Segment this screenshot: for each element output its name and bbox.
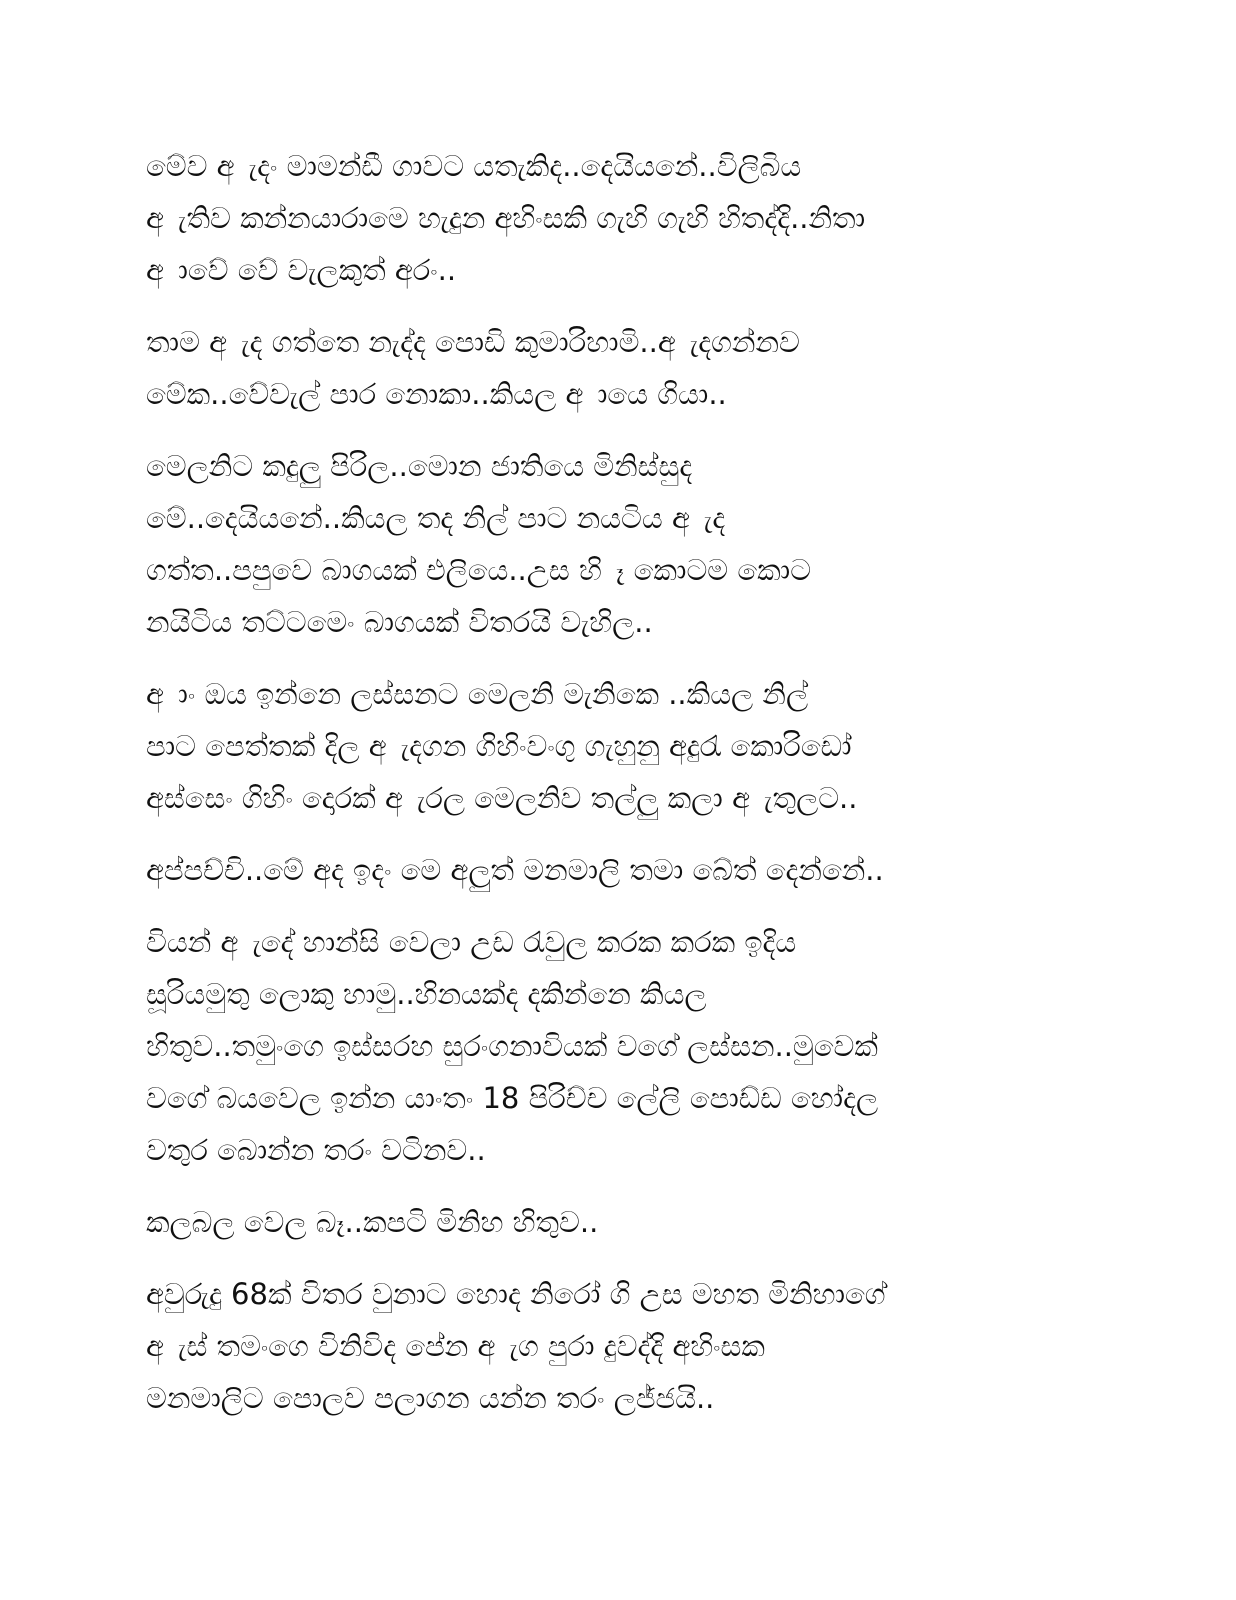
text-line: අ ැතිව කන්නයාරාමෙ හැදුන අහිංසකි ගැහි ගැහි හිතද්දි..නිතා: [146, 201, 866, 235]
paragraph-1: [146, 140, 1146, 296]
text-line: අ ැස් තමංගෙ විනිවිද පේන අ ැග පුරා දුවද්දි අහිංසක: [146, 1329, 765, 1363]
story-text: [146, 140, 1146, 1444]
text-line: මේව අ ැදං මාමන්ඩී ගාවට යතැකිද..දෙයියනේ..විලිබිය: [146, 149, 802, 183]
text-line: මේ..දෙයියනේ..කියල තද නිල් පාට නයටිය අ ැද: [146, 501, 726, 535]
text-line: මනමාලිට පොලව පලාගන යන්න තරං ලජ්ජයි..: [146, 1381, 715, 1415]
paragraph-8: [146, 1268, 1146, 1424]
text-line: අවුරුදු 68ක් විතර වුනාට හොද නිරෝ ගි උස මහත මිනිහාගේ: [146, 1277, 886, 1311]
text-line: පාට පෙත්තක් දිල අ ැදගන ගිහිංවංගු ගැහුනු අදුරැ කොරිඩෝ: [146, 729, 852, 763]
text-line: ගත්ත..පපුවෙ බාගයක් එලියෙ..උස හි ෑ කොටම කොට: [146, 553, 812, 587]
text-line: වියන් අ ැදේ හාන්සි වෙලා උඩ රැවුල කරක කරක ඉදිය: [146, 925, 797, 959]
text-line: අප්පච්චි..මේ අද ඉදං මෙ අලුත් මනමාලි තමා බේත් දෙන්නේ..: [146, 853, 884, 887]
text-line: සූරියමුතු ලොකු හාමු..හිනයක්ද දකින්නෙ කියල: [146, 977, 707, 1011]
text-line: අස්සෙං ගිහිං දොරක් අ ැරල මෙලනිව තල්ලු කලා අ ැතුලට..: [146, 781, 858, 815]
text-line: නයිටිය තට්ටමෙං බාගයක් විතරයි වැහිල..: [146, 605, 653, 639]
text-line: වගේ බයවෙල ඉන්න යාංතං 18 පිරිච්ච ලේලි පොඩ්ඩ හෝදල: [146, 1081, 879, 1115]
text-line: හිතුව..තමුංගෙ ඉස්සරහ සුරංගනාවියක් වගේ ලස්සන..මුවෙක්: [146, 1029, 878, 1063]
text-line: අ ාං ඔය ඉන්නෙ ලස්සනට මෙලනි මැනිකෙ ..කියල නිල්: [146, 677, 809, 711]
paragraph-2: [146, 316, 1146, 420]
text-line: මේක..වේවැල් පාර නොකා..කියල අ ායෙ ගියා..: [146, 377, 727, 411]
text-line: වතුර බොන්න තරං වටිනව..: [146, 1133, 486, 1167]
paragraph-7: [146, 1196, 1146, 1248]
paragraph-5: [146, 844, 1146, 896]
text-line: අ ාවේ වේ වැලකුත් අරං..: [146, 253, 457, 287]
paragraph-4: [146, 668, 1146, 824]
text-line: කලබල වෙල බෑ..කපටි මිනිහ හිතුව..: [146, 1205, 599, 1239]
text-line: මෙලනිට කදුලු පිරිල..මොන ජාතියෙ මිනිස්සුද: [146, 449, 693, 483]
paragraph-6: [146, 916, 1146, 1176]
text-line: තාම අ ැද ගත්තෙ නැද්ද පොඩි කුමාරිහාමි..අ ැදගන්නව: [146, 325, 800, 359]
paragraph-3: [146, 440, 1146, 648]
